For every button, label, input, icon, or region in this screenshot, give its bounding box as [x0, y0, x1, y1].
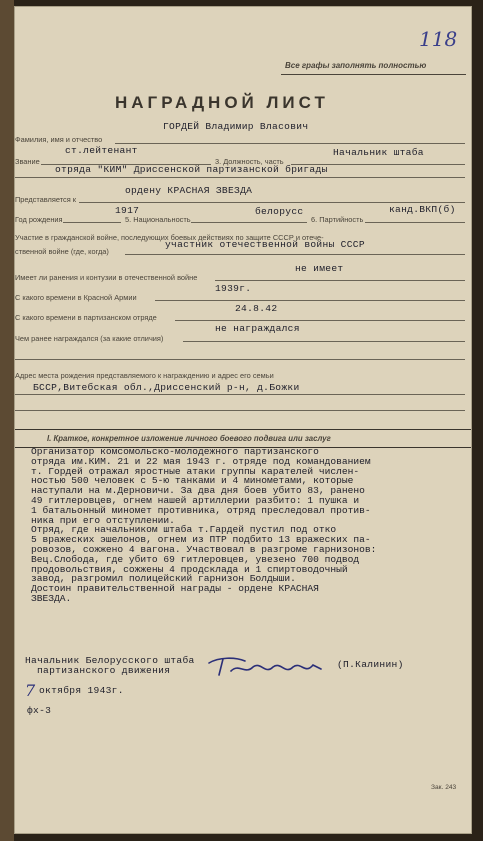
feat-line: Вец.Слобода, где убито 69 гитлеровцев, увезено 700 подвод — [31, 553, 360, 565]
rank-value: ст.лейтенант — [65, 145, 138, 156]
feat-line: ЗВЕЗДА. — [31, 592, 72, 604]
stamp-code: фх-3 — [27, 705, 52, 716]
feat-line: Отряд, где начальником штаба т.Гардей пустил под отко — [31, 524, 337, 536]
nationality-value: белорусс — [255, 206, 304, 217]
feat-line: Достоин правительственной награды - ордене КРАСНАЯ — [31, 583, 319, 595]
signature-date: октября 1943г. — [39, 685, 124, 696]
war-value: участник отечественной войны СССР — [165, 239, 365, 250]
feat-line: ностью 500 человек с 5-ю танками и 4 минометами, которые — [31, 475, 354, 487]
handwritten-day: 7 — [25, 681, 36, 700]
document-title: НАГРАДНОЙ ЛИСТ — [115, 93, 329, 112]
feat-line: т. Гордей отражал яростные атаки группы карателей числен- — [31, 465, 360, 477]
war-label-2: ственной войне (где, когда) — [15, 247, 109, 256]
address-value: БССР,Витебская обл.,Дриссенский р-н, д.Божки — [33, 382, 300, 393]
wounds-value: не имеет — [295, 263, 344, 274]
feat-line: 49 гитлеровцев, огнем нашей артиллерии разбито: 1 пушка и — [31, 494, 360, 506]
birth-value: 1917 — [115, 205, 140, 216]
feat-description — [31, 447, 451, 604]
party-label: 6. Партийность — [311, 215, 364, 224]
archive-number: 118 — [419, 27, 458, 51]
fill-note: Все графы заполнять полностью — [285, 61, 427, 70]
award-sheet — [14, 6, 472, 834]
scan-margin — [0, 0, 14, 841]
section-title: I. Краткое, конкретное изложение личного боевого подвига или заслуг — [47, 434, 331, 443]
signer-name: (П.Калинин) — [337, 659, 404, 670]
prev-awards-label: Чем ранее награждался (за какие отличия) — [15, 334, 164, 343]
presented-value: ордену КРАСНАЯ ЗВЕЗДА — [125, 185, 253, 196]
position-value: Начальник штаба — [333, 147, 424, 158]
rank-label: Звание — [15, 157, 40, 166]
feat-line: завод, разгромил полицейский гарнизон Болдыши. — [31, 573, 296, 585]
wounds-label: Имеет ли ранения и контузии в отечественной войне — [15, 273, 198, 282]
war-label-1: Участие в гражданской войне, последующих боевых действиях по защите СССР и отече- — [15, 233, 324, 242]
army-label: С какого времени в Красной Армии — [15, 293, 137, 302]
feat-line: наступали на м.Дерновичи. За два дня боев убито 83, ранено — [31, 485, 365, 497]
feat-line: 1 батальонный миномет противника, отряд преследовал против- — [31, 504, 371, 516]
signer-title-2: партизанского движения — [37, 665, 171, 676]
position-label: 3. Должность, часть — [215, 157, 284, 166]
signer-title-1: Начальник Белорусского штаба — [25, 655, 195, 666]
birth-label: Год рождения — [15, 215, 63, 224]
prev-awards-value: не награждался — [215, 323, 300, 334]
feat-line: ровозов, сожжено 4 вагона. Участвовал в разгроме гарнизонов: — [31, 543, 377, 555]
partisan-value: 24.8.42 — [235, 303, 278, 314]
handwritten-signature — [205, 653, 325, 681]
feat-line: отряда им.КИМ. 21 и 22 мая 1943 г. отряде под командованием — [31, 455, 371, 467]
name-label: Фамилия, имя и отчество — [15, 135, 103, 144]
unit-value: отряда "КИМ" Дриссенской партизанской бригады — [55, 164, 328, 175]
address-label: Адрес места рождения представляемого к награждению и адрес его семьи — [15, 371, 274, 380]
feat-line: ника при его отступлении. — [31, 514, 175, 526]
feat-line: 5 вражеских эшелонов, огнем из ПТР подбито 13 вражеских па- — [31, 534, 371, 546]
name-value: ГОРДЕЙ Владимир Власович — [163, 121, 309, 132]
nationality-label: 5. Национальность — [125, 215, 191, 224]
partisan-label: С какого времени в партизанском отряде — [15, 313, 157, 322]
party-value: канд.ВКП(б) — [389, 204, 456, 215]
feat-line: продовольствия, сожжены 4 продсклада и 1 спиртоводочный — [31, 563, 348, 575]
presented-label: Представляется к — [15, 195, 77, 204]
order-number: Зак. 243 — [431, 784, 457, 791]
army-value: 1939г. — [215, 283, 252, 294]
feat-line: Организатор комсомольско-молодежного партизанского — [31, 446, 319, 457]
